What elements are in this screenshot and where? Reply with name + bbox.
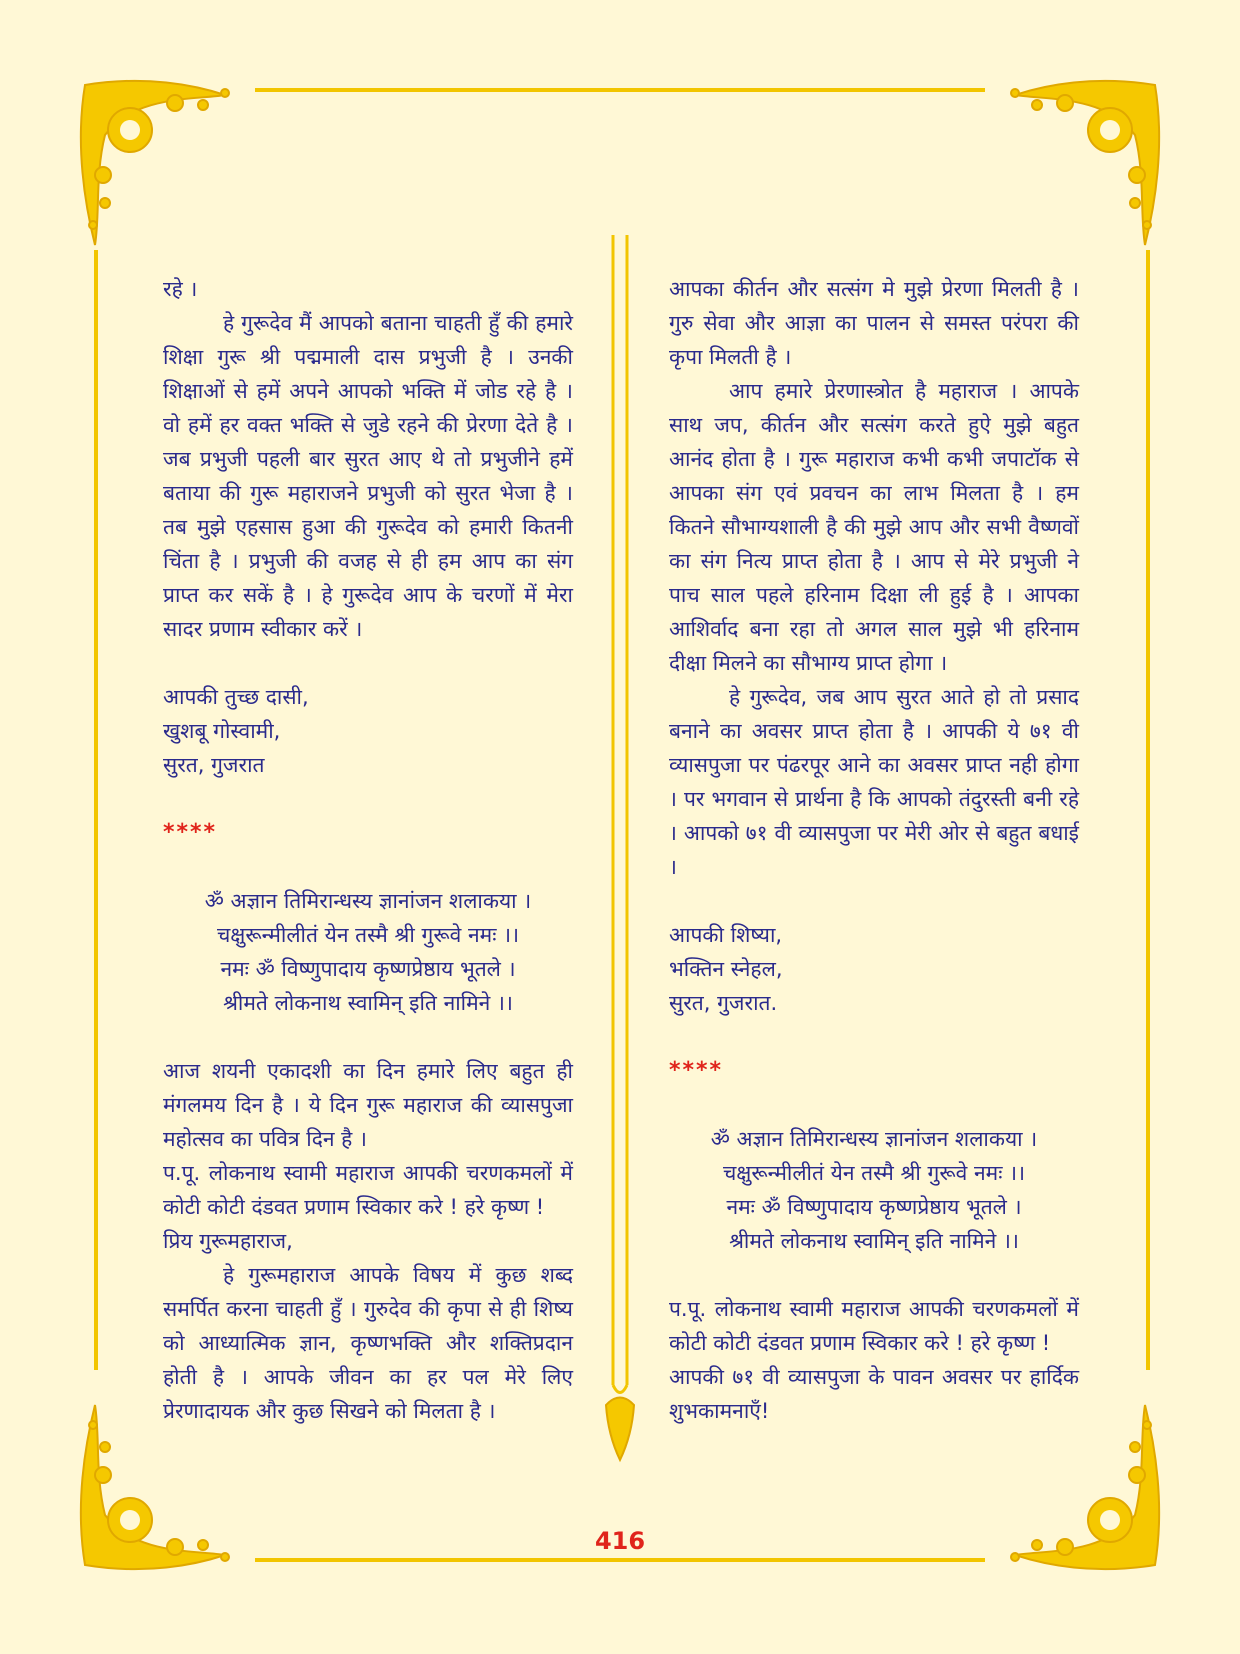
right-signature-line-2: भक्तिन स्नेहल, <box>669 957 783 981</box>
right-paragraph-3: हे गुरूदेव, जब आप सुरत आते हो तो प्रसाद बनाने का अवसर प्राप्त होता है । आपकी ये ७१ वी व्यासपुजा पर पंढरपूर आने का अवसर प्राप्त नही होगा । पर भगवान से प्रार्थना है कि आपको तंदुरस्ती बनी रहे । आपको ७१ वी व्यासपुजा पर मेरी ओर से बहुत बधाई । <box>669 685 1079 879</box>
left-paragraph-3: आज शयनी एकादशी का दिन हमारे लिए बहुत ही मंगलमय दिन है । ये दिन गुरू महाराज की व्यासपुजा महोत्सव का पवित्र दिन है । <box>163 1059 573 1151</box>
right-paragraph-4: प.पू. लोकनाथ स्वामी महाराज आपकी चरणकमलों में कोटी कोटी दंडवत प्रणाम स्विकार करे ! हरे कृष्ण ! <box>669 1297 1079 1355</box>
frame-left-line <box>94 250 98 1370</box>
right-verse-line-2: चक्षुरून्मीलीतं येन तस्मै श्री गुरूवे नमः ।। <box>722 1161 1026 1185</box>
right-verse-line-3: नमः ॐ विष्णुपादाय कृष्णप्रेष्ठाय भूतले । <box>726 1195 1022 1219</box>
right-paragraph-1: आपका कीर्तन और सत्संग मे मुझे प्रेरणा मिलती है । गुरु सेवा और आज्ञा का पालन से समस्त परंपरा की कृपा मिलती है । <box>669 277 1079 369</box>
floral-corner-ornament-icon <box>75 75 265 265</box>
left-signature-line-2: खुशबू गोस्वामी, <box>163 719 281 743</box>
right-signature-line-1: आपकी शिष्या, <box>669 923 783 947</box>
left-paragraph-1: रहे । <box>163 277 198 301</box>
right-paragraph-5: आपकी ७१ वी व्यासपुजा के पावन अवसर पर हार्दिक शुभकामनाएँ! <box>669 1365 1079 1423</box>
left-column <box>163 272 573 1428</box>
right-verse-line-4: श्रीमते लोकनाथ स्वामिन् इति नामिने ।। <box>729 1229 1019 1253</box>
floral-corner-ornament-icon <box>975 75 1165 265</box>
frame-right-line <box>1146 250 1150 1370</box>
left-salutation: प्रिय गुरूमहाराज, <box>163 1229 293 1253</box>
vertical-divider-drop-icon <box>598 235 642 1465</box>
right-paragraph-2: आप हमारे प्रेरणास्त्रोत है महाराज । आपके साथ जप, कीर्तन और सत्संग करते हुऐ मुझे बहुत आनंद होता है । गुरू महाराज कभी कभी जपाटॉक से आपका संग एवं प्रवचन का लाभ मिलता है । हम कितने सौभाग्यशाली है की मुझे आप और सभी वैष्णवों का संग नित्य प्राप्त होता है । आप से मेरे प्रभुजी ने पाच साल पहले हरिनाम दिक्षा ली हुई है । आपका आशिर्वाद बना रहा तो अगल साल मुझे भी हरिनाम दीक्षा मिलने का सौभाग्य प्राप्त होगा । <box>669 379 1079 675</box>
left-verse-line-3: नमः ॐ विष्णुपादाय कृष्णप्रेष्ठाय भूतले । <box>220 957 516 981</box>
left-paragraph-4: प.पू. लोकनाथ स्वामी महाराज आपकी चरणकमलों में कोटी कोटी दंडवत प्रणाम स्विकार करे ! हरे कृष्ण ! <box>163 1161 573 1219</box>
left-paragraph-5: हे गुरूमहाराज आपके विषय में कुछ शब्द समर्पित करना चाहती हुँ । गुरुदेव की कृपा से ही शिष्य को आध्यात्मिक ज्ञान, कृष्णभक्ति और शक्तिप्रदान होती है । आपके जीवन का हर पल मेरे लिए प्रेरणादायक और कुछ सिखने को मिलता है । <box>163 1263 573 1423</box>
right-column <box>669 272 1079 1428</box>
left-paragraph-2: हे गुरूदेव मैं आपको बताना चाहती हुँ की हमारे शिक्षा गुरू श्री पद्ममाली दास प्रभुजी है । उनकी शिक्षाओं से हमें अपने आपको भक्ति में जोड रहे है । वो हमें हर वक्त भक्ति से जुडे रहने की प्रेरणा देते है । जब प्रभुजी पहली बार सुरत आए थे तो प्रभुजीने हमें बताया की गुरू महाराजने प्रभुजी को सुरत भेजा है । तब मुझे एहसास हुआ की गुरूदेव को हमारी कितनी चिंता है । प्रभुजी की वजह से ही हम आप का संग प्राप्त कर सकें है । हे गुरूदेव आप के चरणों में मेरा सादर प्रणाम स्वीकार करें । <box>163 311 573 641</box>
page-number: 416 <box>594 1527 646 1555</box>
left-verse-line-4: श्रीमते लोकनाथ स्वामिन् इति नामिने ।। <box>223 991 513 1015</box>
left-section-stars: **** <box>163 820 218 845</box>
frame-bottom-line <box>255 1558 985 1562</box>
left-signature-line-1: आपकी तुच्छ दासी, <box>163 685 309 709</box>
right-section-stars: **** <box>669 1058 724 1083</box>
right-verse-line-1: ॐ अज्ञान तिमिरान्धस्य ज्ञानांजन शलाकया । <box>710 1127 1038 1151</box>
left-verse-line-2: चक्षुरून्मीलीतं येन तस्मै श्री गुरूवे नमः ।। <box>216 923 520 947</box>
frame-top-line <box>255 88 985 92</box>
right-signature-line-3: सुरत, गुजरात. <box>669 991 778 1015</box>
left-signature-line-3: सुरत, गुजरात <box>163 753 265 777</box>
left-verse-line-1: ॐ अज्ञान तिमिरान्धस्य ज्ञानांजन शलाकया । <box>204 889 532 913</box>
